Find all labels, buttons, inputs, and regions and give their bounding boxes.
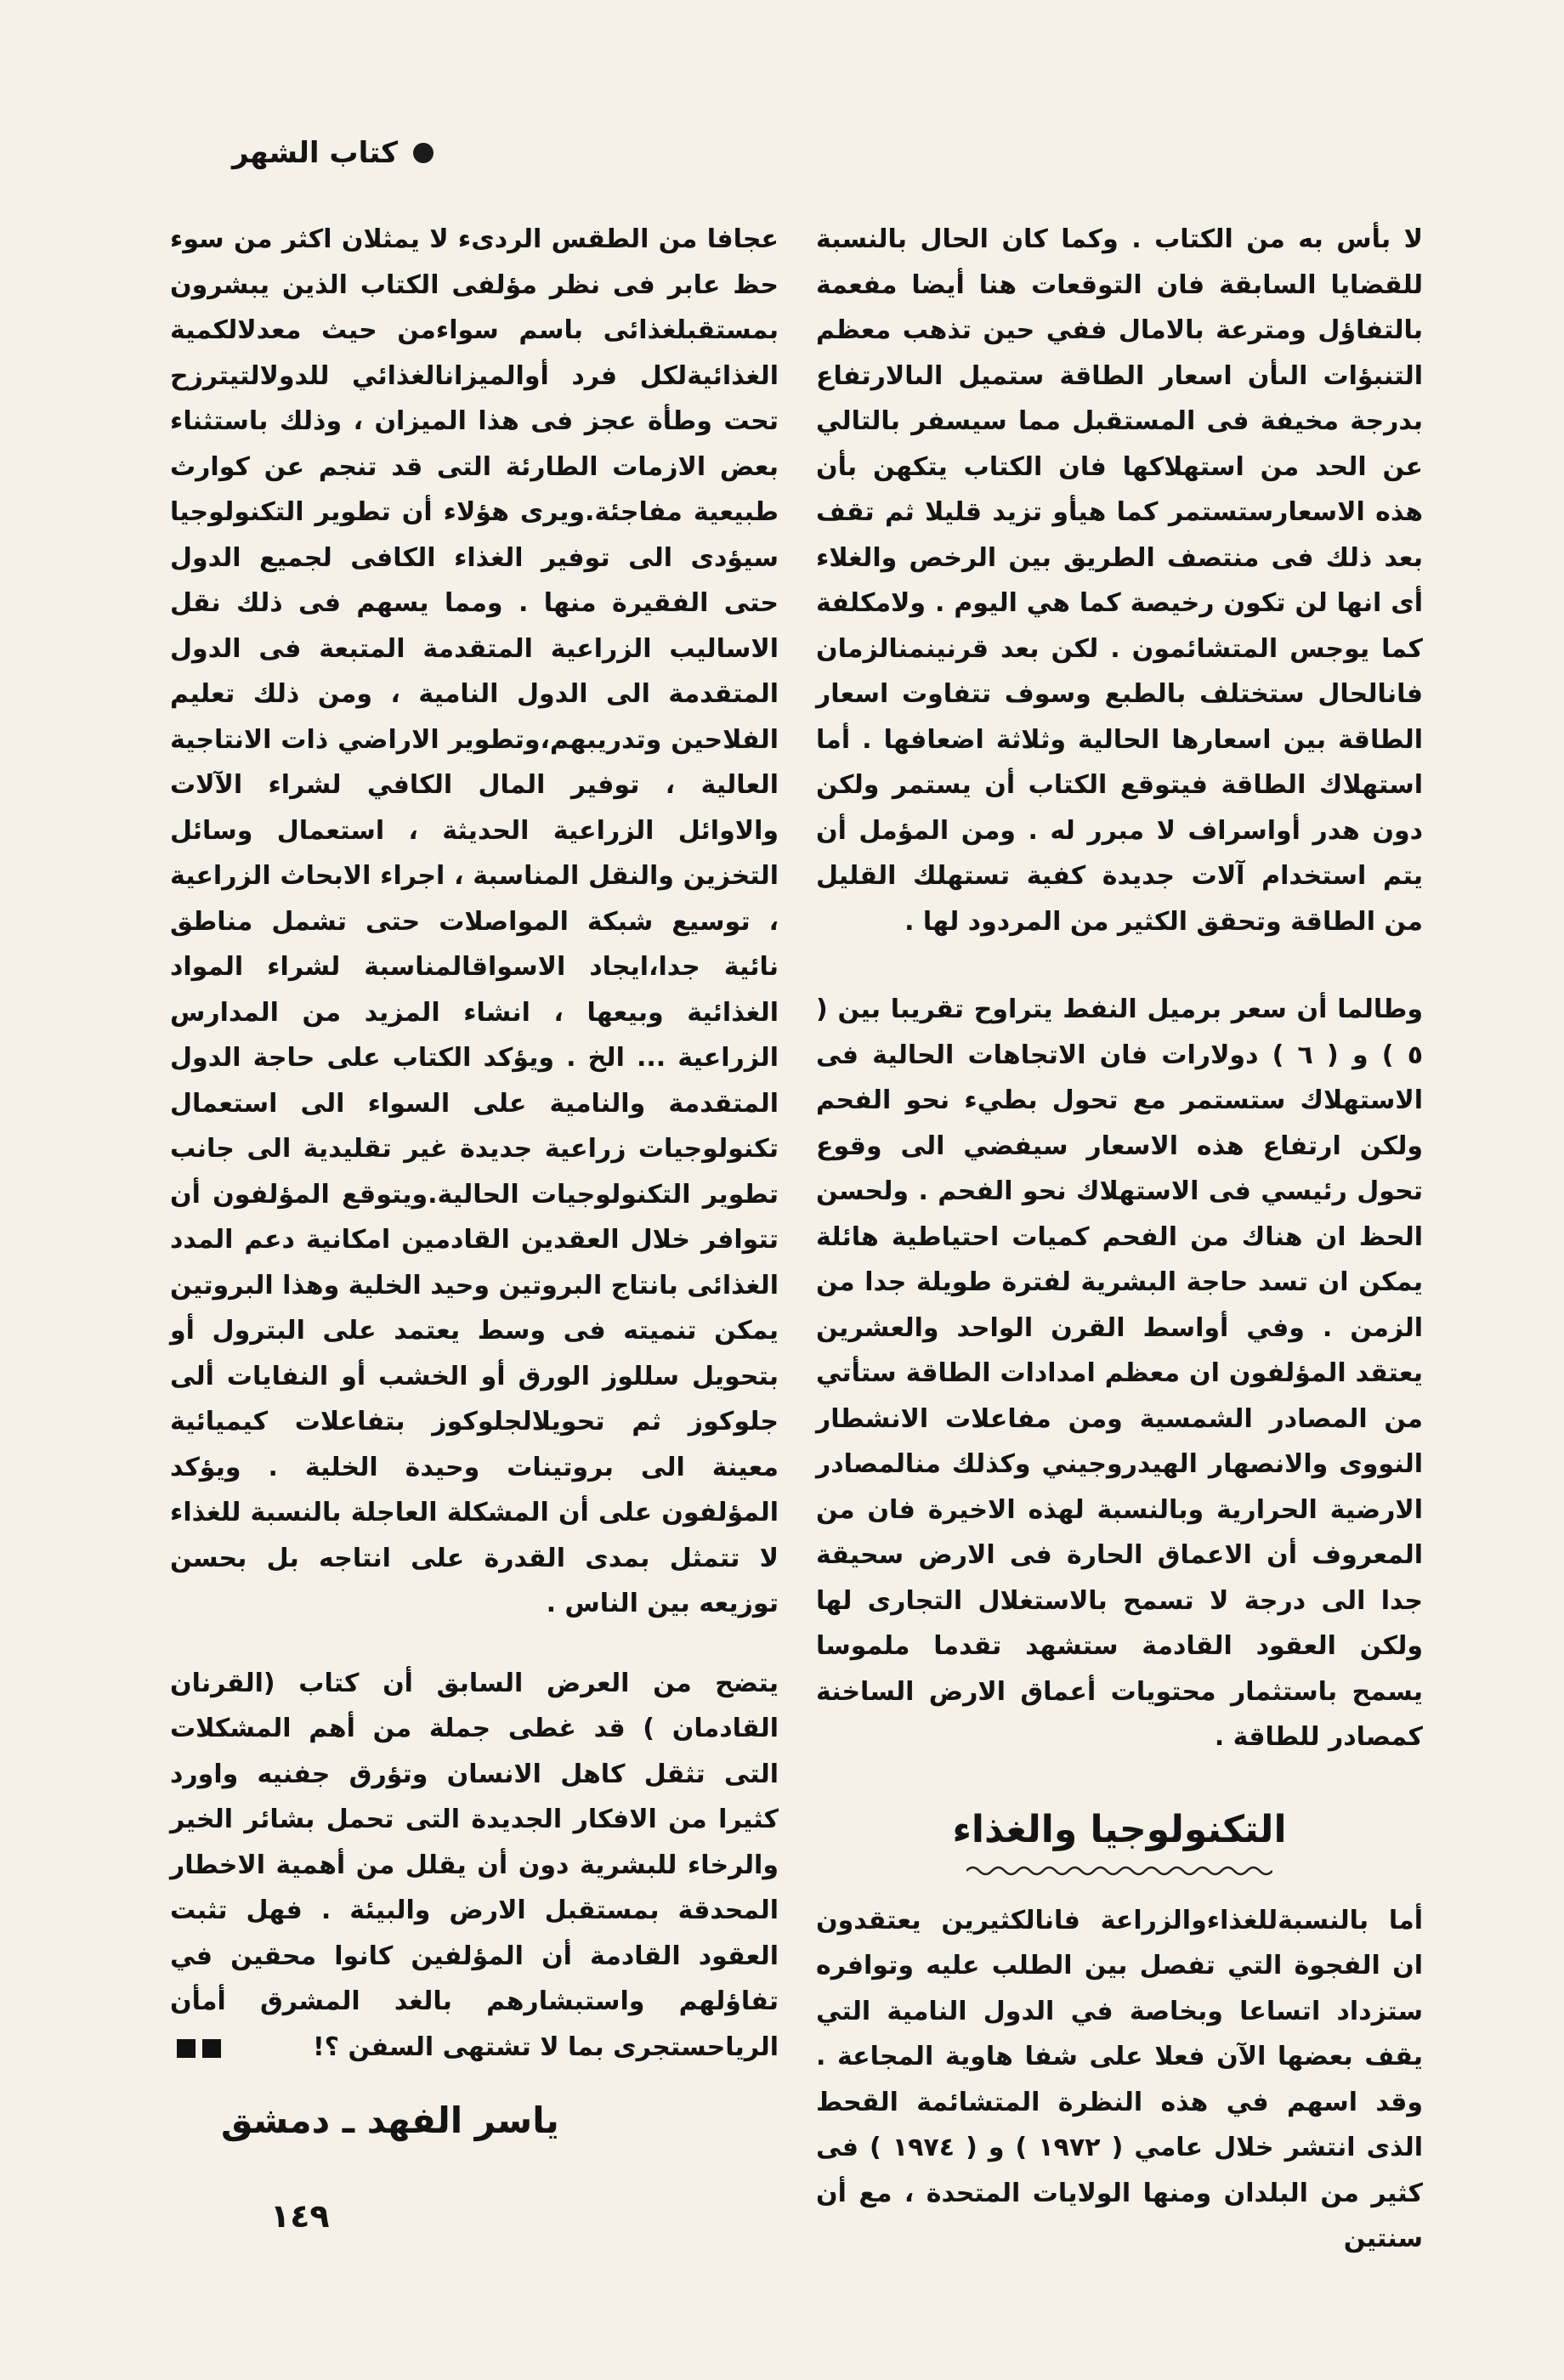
right-column [816,217,1423,2262]
left-column [170,217,779,2146]
section-title: التكنولوجيا والغذاء [952,1807,1287,1851]
right-paragraph-1: لا بأس به من الكتاب . وكما كان الحال بالنسبة للقضايا السابقة فان التوقعات هنا أيضا مفعمة بالتفاؤل ومترعة بالامال ففي حين تذهب معظم التنبؤات الىأن اسعار الطاقة ستميل الىالارتفاع بدرجة مخيفة فى المستقبل مما سيسفر بالتالي عن الحد من استهلاكها فان الكتاب يتكهن بأن هذه الاسعارستستمر كما هيأو تزيد قليلا ثم تقف بعد ذلك فى منتصف الطريق بين الرخص والغلاء أى انها لن تكون رخيصة كما هي اليوم . ولامكلفة كما يوجس المتشائمون . لكن بعد قرنينمنالزمان فانالحال ستختلف بالطبع وسوف تتفاوت اسعار الطاقة بين اسعارها الحالية وثلاثة اضعافها . أما استهلاك الطاقة فيتوقع الكتاب أن يستمر ولكن دون هدر أواسراف لا مبرر له . ومن المؤمل أن يتم استخدام آلات جديدة كفية تستهلك القليل من الطاقة وتحقق الكثير من المردود لها . [816,224,1423,937]
right-paragraph-3: أما بالنسبةللغذاءوالزراعة فانالكثيرين يعتقدون ان الفجوة التي تفصل بين الطلب عليه وتوافره ستزداد اتساعا وبخاصة في الدول النامية التي يقف بعضها الآن فعلا على شفا هاوية المجاعة . وقد اسهم في هذه النظرة المتشائمة القحط الذى انتشر خلال عامي ( ١٩٧٢ ) و ( ١٩٧٤ ) فى كثير من البلدان ومنها الولايات المتحدة ، مع أن سنتين [816,1905,1423,2253]
bullet-icon [413,143,434,163]
closing-row [170,1661,779,2071]
left-paragraph-1: عجافا من الطقس الردىء لا يمثلان اكثر من سوء حظ عابر فى نظر مؤلفى الكتاب الذين يبشرون بمستقبلغذائى باسم سواءمن حيث معدلالكمية الغذائيةلكل فرد أوالميزانالغذائي للدولالتيترزح تحت وطأة عجز فى هذا الميزان ، وذلك باستثناء بعض الازمات الطارئة التى قد تنجم عن كوارث طبيعية مفاجئة.ويرى هؤلاء أن تطوير التكنولوجيا سيؤدى الى توفير الغذاء الكافى لجميع الدول حتى الفقيرة منها . ومما يسهم فى ذلك نقل الاساليب الزراعية المتقدمة المتبعة فى الدول المتقدمة الى الدول النامية ، ومن ذلك تعليم الفلاحين وتدريبهم،وتطوير الاراضي ذات الانتاجية العالية ، توفير المال الكافي لشراء الآلات والاوائل الزراعية الحديثة ، استعمال وسائل التخزين والنقل المناسبة ، اجراء الابحاث الزراعية ، توسيع شبكة المواصلات حتى تشمل مناطق نائية جدا،ايجاد الاسواقالمناسبة لشراء المواد الغذائية وبيعها ، انشاء المزيد من المدارس الزراعية ... الخ . ويؤكد الكتاب على حاجة الدول المتقدمة والنامية على السواء الى استعمال تكنولوجيات زراعية جديدة غير تقليدية الى جانب تطوير التكنولوجيات الحالية.ويتوقع المؤلفون أن تتوافر خلال العقدين القادمين امكانية دعم المدد الغذائى بانتاج البروتين وحيد الخلية وهذا البروتين يمكن تنميته فى وسط يعتمد على البترول أو بتحويل سللوز الورق أو الخشب أو النفايات ألى جلوكوز ثم تحويلالجلوكوز بتفاعلات كيميائية معينة الى بروتينات وحيدة الخلية . ويؤكد المؤلفون على أن المشكلة العاجلة بالنسبة للغذاء لا تتمثل بمدى القدرة على انتاجه بل بحسن توزيعه بين الناس . [170,224,779,1618]
header-title: كتاب الشهر [231,136,398,170]
signature: ياسر الفهد ـ دمشق [221,2100,559,2141]
end-mark-icon [170,2039,221,2058]
section-header [196,128,434,178]
right-paragraph-2: وطالما أن سعر برميل النفط يتراوح تقريبا بين ( ٥ ) و ( ٦ ) دولارات فان الاتجاهات الحالية فى الاستهلاك ستستمر مع تحول بطيء نحو الفحم ولكن ارتفاع هذه الاسعار سيفضي الى وقوع تحول رئيسي فى الاستهلاك نحو الفحم . ولحسن الحظ ان هناك من الفحم كميات احتياطية هائلة يمكن ان تسد حاجة البشرية لفترة طويلة جدا من الزمن . وفي أواسط القرن الواحد والعشرين يعتقد المؤلفون ان معظم امدادات الطاقة ستأتي من المصادر الشمسية ومن مفاعلات الانشطار النووى والانصهار الهيدروجيني وكذلك منالمصادر الارضية الحرارية وبالنسبة لهذه الاخيرة فان من المعروف أن الاعماق الحارة فى الارض سحيقة جدا الى درجة لا تسمح بالاستغلال التجارى لها ولكن العقود القادمة ستشهد تقدما ملموسا يسمح باستثمار محتويات أعماق الارض الساخنة كمصادر للطاقة . [816,994,1423,1752]
left-paragraph-2: يتضح من العرض السابق أن كتاب (القرنان القادمان ) قد غطى جملة من أهم المشكلات التى تثقل كاهل الانسان وتؤرق جفنيه واورد كثيرا من الافكار الجديدة التى تحمل بشائر الخير والرخاء للبشرية دون أن يقلل من أهمية الاخطار المحدقة بمستقبل الارض والبيئة . فهل تثبت العقود القادمة أن المؤلفين كانوا محقين في تفاؤلهم واستبشارهم بالغد المشرق أمأن الرياحستجرى بما لا تشتهى السفن ؟! [170,1668,779,2062]
page-number: ١٤٩ [270,2197,330,2235]
wavy-underline [966,1862,1272,1879]
